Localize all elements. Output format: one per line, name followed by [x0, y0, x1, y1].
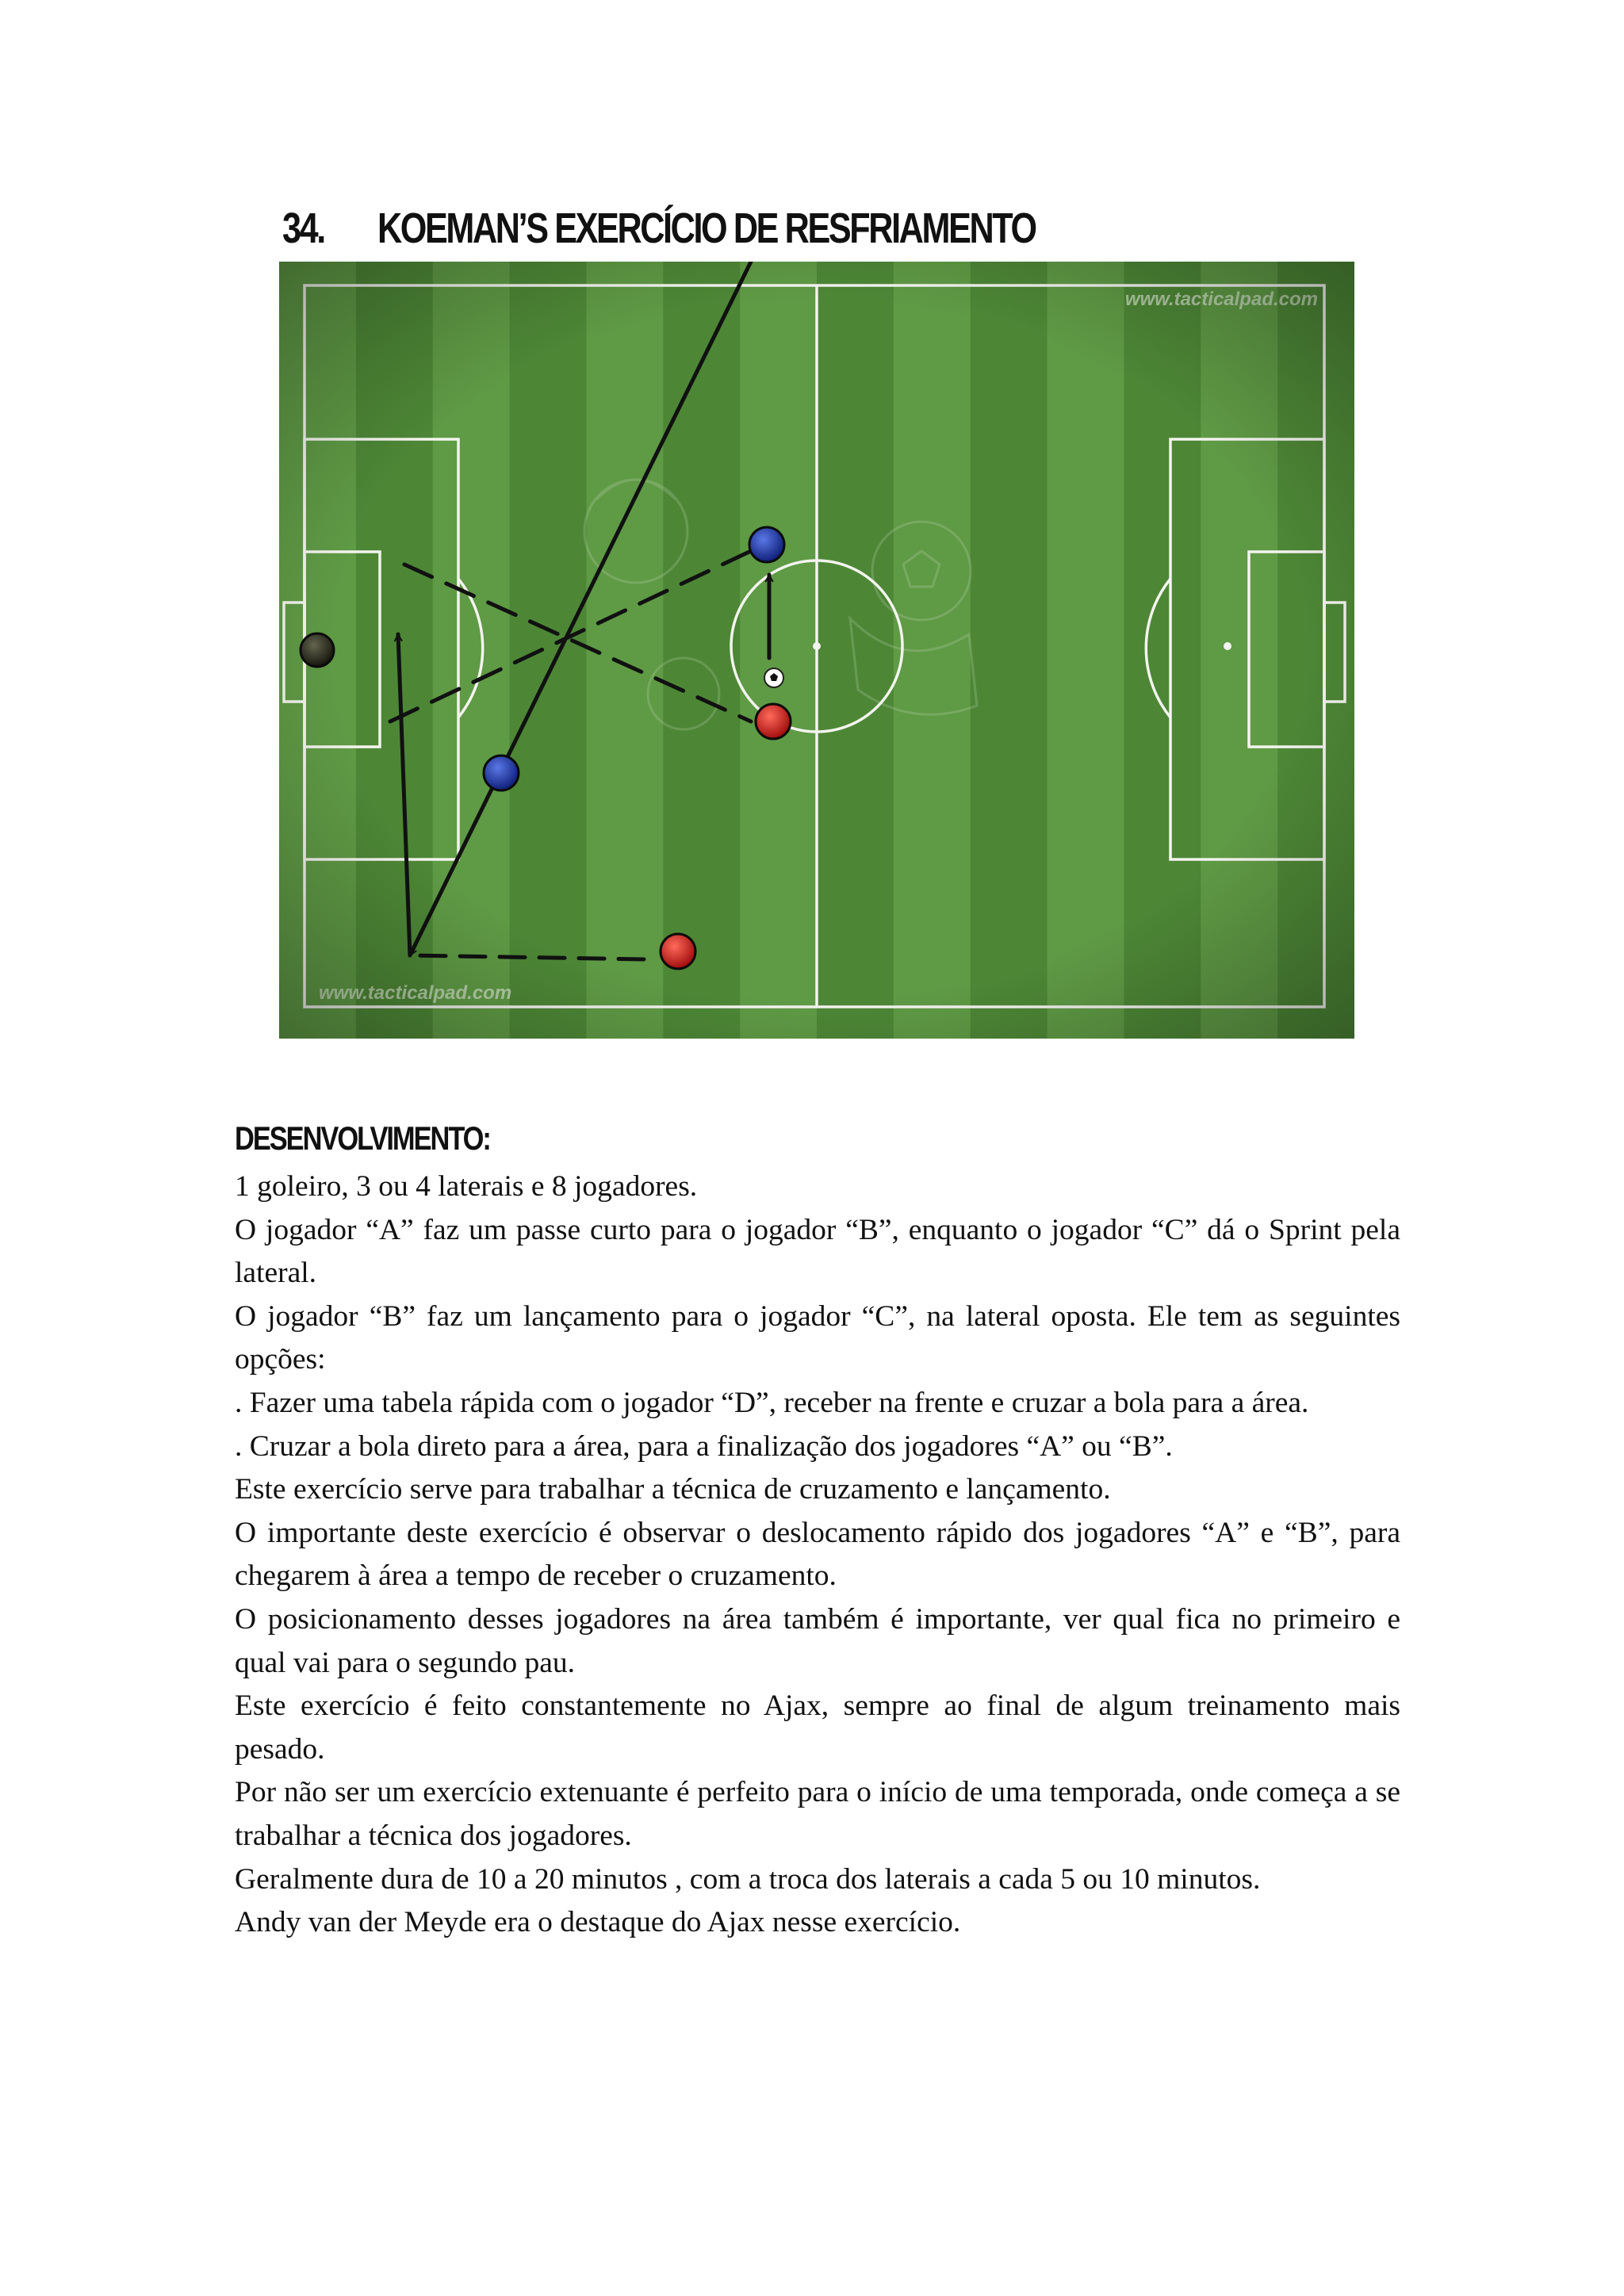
paragraph: Este exercício é feito constantemente no Ajax, sempre ao final de algum treinamento mais pesado.: [235, 1689, 1400, 1766]
exercise-number: 34.: [282, 205, 324, 252]
tactical-diagram: [279, 262, 1354, 1039]
pitch-vignette: [279, 262, 1354, 1039]
paragraph: Este exercício serve para trabalhar a técnica de cruzamento e lançamento.: [235, 1473, 1111, 1506]
paragraph: . Cruzar a bola direto para a área, para a finalização dos jogadores “A” ou “B”.: [235, 1429, 1173, 1463]
paragraph: Por não ser um exercício extenuante é perfeito para o início de uma temporada, onde começa a se trabalhar a técnica dos jogadores.: [235, 1776, 1400, 1852]
paragraph: Andy van der Meyde era o destaque do Ajax nesse exercício.: [235, 1906, 961, 1939]
paragraph: O importante deste exercício é observar o deslocamento rápido dos jogadores “A” e “B”, para chegarem à área a tempo de receber o cruzamento.: [235, 1516, 1400, 1593]
paragraph: . Fazer uma tabela rápida com o jogador “D”, receber na frente e cruzar a bola para a área.: [235, 1386, 1309, 1419]
paragraph: O jogador “B” faz um lançamento para o jogador “C”, na lateral oposta. Ele tem as seguintes opções:: [235, 1299, 1400, 1376]
paragraph: O jogador “A” faz um passe curto para o jogador “B”, enquanto o jogador “C” dá o Sprint pela lateral.: [235, 1213, 1400, 1290]
development-text: [235, 1165, 1400, 1945]
paragraph: 1 goleiro, 3 ou 4 laterais e 8 jogadores.: [235, 1170, 698, 1203]
exercise-heading: [282, 195, 1036, 262]
paragraph: Geralmente dura de 10 a 20 minutos , com a troca dos laterais a cada 5 ou 10 minutos.: [235, 1862, 1261, 1896]
paragraph: O posicionamento desses jogadores na área também é importante, ver qual fica no primeiro e qual vai para o segundo pau.: [235, 1602, 1400, 1679]
development-heading: DESENVOLVIMENTO:: [235, 1119, 490, 1157]
exercise-title: KOEMAN’S EXERCÍCIO DE RESFRIAMENTO: [377, 205, 1036, 252]
